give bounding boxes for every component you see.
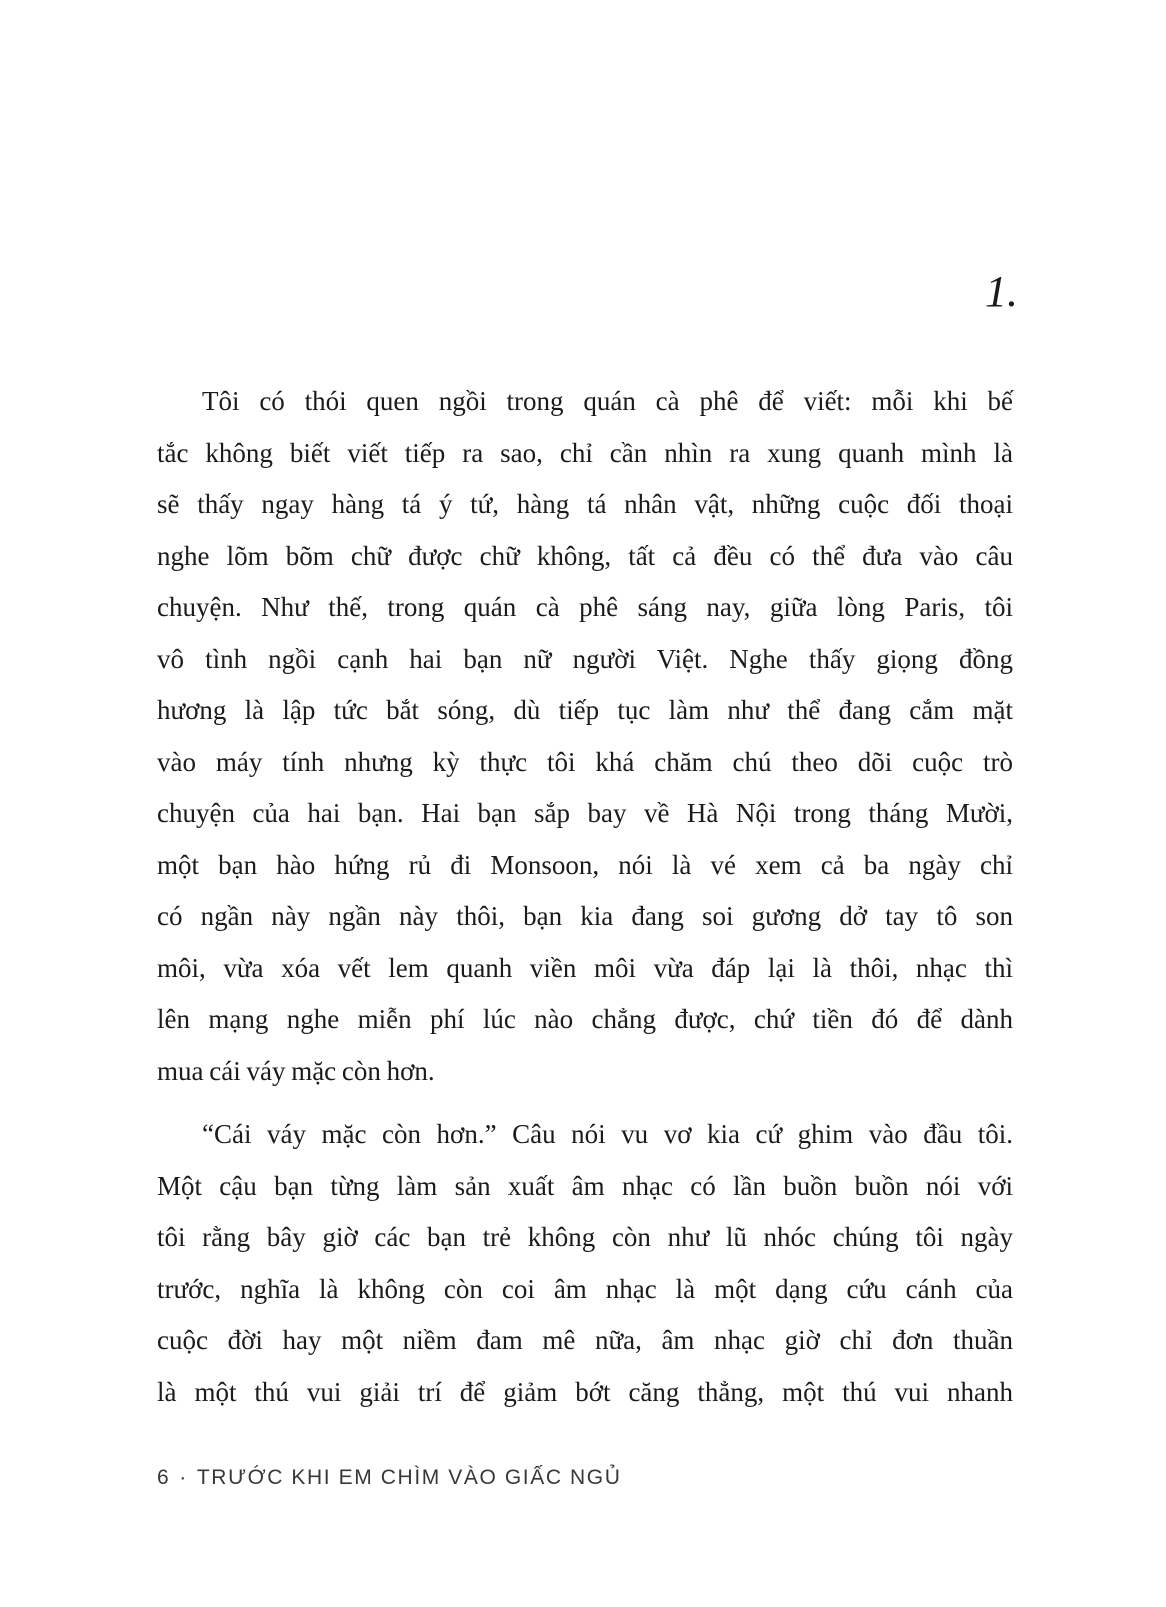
paragraph-2 [157, 1109, 1013, 1418]
page-number: 6 [157, 1466, 171, 1489]
text-line: vô tình ngồi cạnh hai bạn nữ người Việt. Nghe thấy giọng đồng [157, 643, 1013, 674]
text-line: là một thú vui giải trí để giảm bớt căng thẳng, một thú vui nhanh [157, 1376, 1013, 1407]
paragraph-1 [157, 376, 1013, 1097]
text-line: chuyện. Như thế, trong quán cà phê sáng nay, giữa lòng Paris, tôi [157, 592, 1013, 622]
text-line: chuyện của hai bạn. Hai bạn sắp bay về Hà Nội trong tháng Mười, [157, 798, 1013, 828]
text-line: trước, nghĩa là không còn coi âm nhạc là một dạng cứu cánh của [157, 1273, 1013, 1304]
text-line: mua cái váy mặc còn hơn. [157, 1055, 435, 1086]
text-line: sẽ thấy ngay hàng tá ý tứ, hàng tá nhân vật, những cuộc đối thoại [157, 489, 1013, 519]
text-line: tắc không biết viết tiếp ra sao, chỉ cần nhìn ra xung quanh mình là [157, 437, 1013, 468]
text-line: hương là lập tức bắt sóng, dù tiếp tục làm như thể đang cắm mặt [157, 695, 1013, 725]
text-line: Tôi có thói quen ngồi trong quán cà phê để viết: mỗi khi bế [202, 386, 1013, 416]
page-footer [157, 1466, 622, 1490]
text-line: nghe lõm bõm chữ được chữ không, tất cả đều có thể đưa vào câu [157, 540, 1013, 571]
text-line: có ngần này ngần này thôi, bạn kia đang soi gương dở tay tô son [157, 901, 1013, 931]
body-text [157, 376, 1013, 1418]
text-line: “Cái váy mặc còn hơn.” Câu nói vu vơ kia cứ ghim vào đầu tôi. [202, 1119, 1013, 1149]
text-line: Một cậu bạn từng làm sản xuất âm nhạc có lần buồn buồn nói với [157, 1170, 1013, 1201]
text-line: một bạn hào hứng rủ đi Monsoon, nói là vé xem cả ba ngày chỉ [157, 849, 1013, 880]
text-line: lên mạng nghe miễn phí lúc nào chẳng được, chứ tiền đó để dành [157, 1004, 1013, 1034]
chapter-number: 1. [985, 267, 1018, 316]
text-line: tôi rằng bây giờ các bạn trẻ không còn như lũ nhóc chúng tôi ngày [157, 1222, 1013, 1252]
text-line: môi, vừa xóa vết lem quanh viền môi vừa đáp lại là thôi, nhạc thì [157, 952, 1013, 983]
text-line: vào máy tính nhưng kỳ thực tôi khá chăm chú theo dõi cuộc trò [157, 746, 1013, 777]
footer-separator: · [179, 1466, 188, 1489]
text-line: cuộc đời hay một niềm đam mê nữa, âm nhạc giờ chỉ đơn thuần [157, 1325, 1013, 1355]
book-title: TRƯỚC KHI EM CHÌM VÀO GIẤC NGỦ [196, 1466, 622, 1489]
